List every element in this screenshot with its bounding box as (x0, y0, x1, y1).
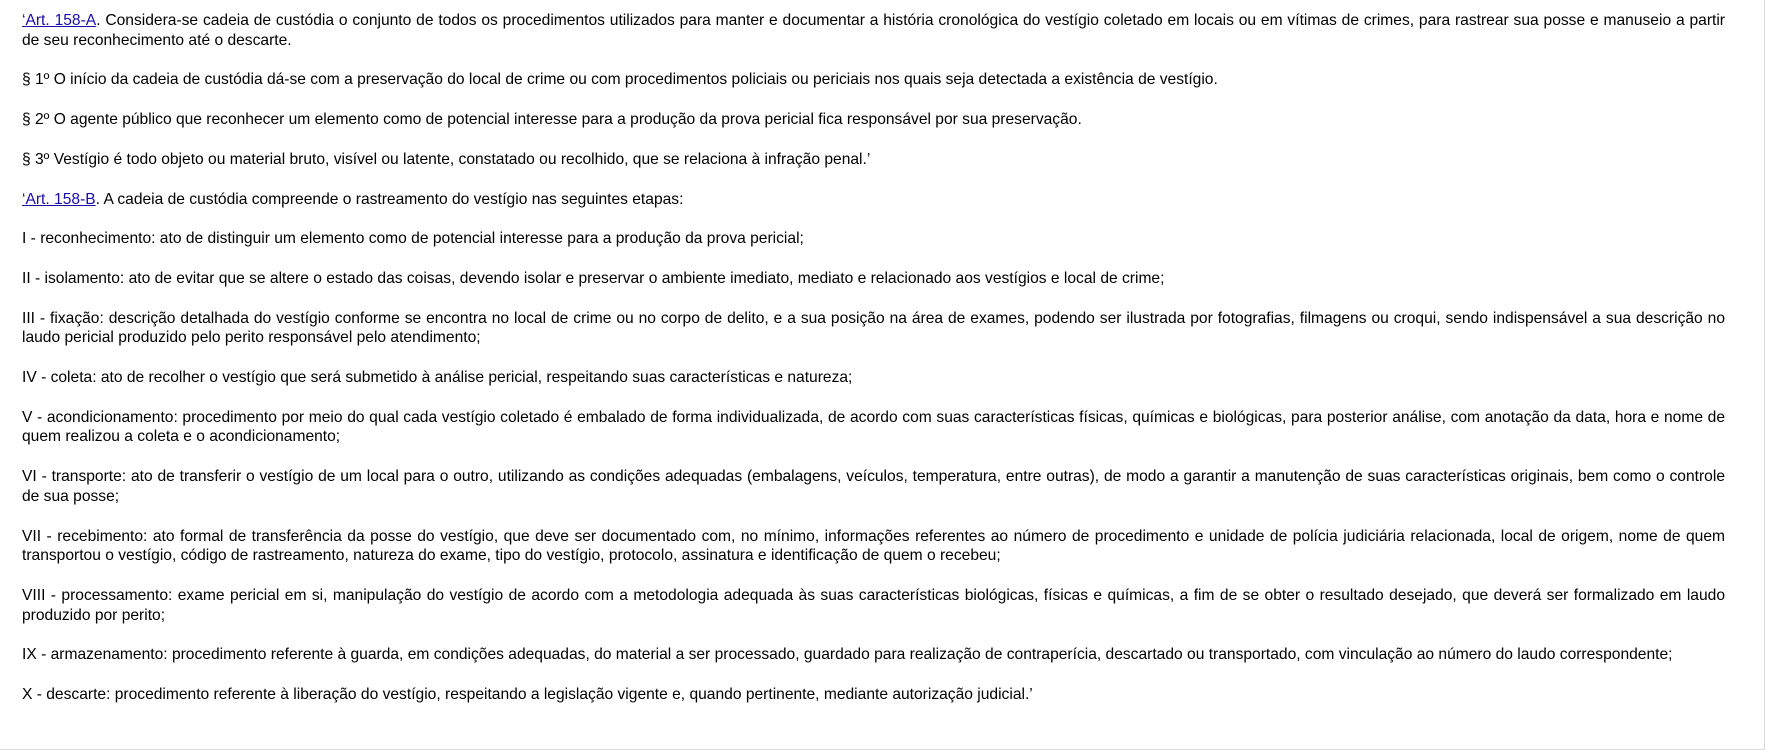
art-158b-item-v: V - acondicionamento: procedimento por meio do qual cada vestígio coletado é embalado de forma individualizada, de acordo com suas características físicas, químicas e biológicas, para posterior análise, com anotação da data, hora e nome de quem realizou a coleta e o acondicionamento; (22, 408, 1725, 446)
art-158b-item-iii: III - fixação: descrição detalhada do vestígio conforme se encontra no local de crime ou no corpo de delito, e a sua posição na área de exames, podendo ser ilustrada por fotografias, filmagens ou croqui, sendo indispensável a sua descrição no laudo pericial produzido pelo perito responsável pelo atendimento; (22, 309, 1725, 347)
art-158b-item-iv: IV - coleta: ato de recolher o vestígio que será submetido à análise pericial, respeitando suas características e natureza; (22, 369, 853, 387)
art-158a-paragraph-3: § 3º Vestígio é todo objeto ou material bruto, visível ou latente, constatado ou recolhido, que se relaciona à infração penal.’ (22, 150, 871, 168)
art-158a-text: . Considera-se cadeia de custódia o conjunto de todos os procedimentos utilizados para manter e documentar a história cronológica do vestígio coletado em locais ou em vítimas de crimes, para rastrear sua posse e manuseio a partir de seu reconhecimento até o descarte. (22, 12, 1726, 49)
art-158a-paragraph (22, 11, 1725, 50)
art-158b-item-ii: II - isolamento: ato de evitar que se altere o estado das coisas, devendo isolar e preservar o ambiente imediato, mediato e relacionado aos vestígios e local de crime; (22, 269, 1165, 287)
art-158a-paragraph-2: § 2º O agente público que reconhecer um elemento como de potencial interesse para a produção da prova pericial fica responsável por sua preservação. (22, 111, 1082, 129)
art-158b-item-vii: VII - recebimento: ato formal de transferência da posse do vestígio, que deve ser documentado com, no mínimo, informações referentes ao número de procedimento e unidade de polícia judiciária relacionada, local de origem, nome de quem transportou o vestígio, código de rastreamento, natureza do exame, tipo do vestígio, protocolo, assinatura e identificação de quem o recebeu; (22, 527, 1725, 565)
law-text-document (22, 11, 1725, 725)
art-158b-item-vi: VI - transporte: ato de transferir o vestígio de um local para o outro, utilizando as condições adequadas (embalagens, veículos, temperatura, entre outras), de modo a garantir a manutenção de suas características originais, bem como o controle de sua posse; (22, 468, 1725, 505)
art-158b-text: . A cadeia de custódia compreende o rastreamento do vestígio nas seguintes etapas: (95, 190, 684, 208)
art-158b-item-x: X - descarte: procedimento referente à liberação do vestígio, respeitando a legislação vigente e, quando pertinente, mediante autorização judicial.’ (22, 686, 1033, 704)
art-158b-paragraph (22, 190, 1725, 210)
art-158b-link[interactable]: ‘Art. 158-B (22, 190, 96, 208)
art-158b-item-viii: VIII - processamento: exame pericial em si, manipulação do vestígio de acordo com a metodologia adequada às suas características biológicas, físicas e químicas, a fim de se obter o resultado desejado, que deverá ser formalizado em laudo produzido por perito; (22, 586, 1725, 624)
art-158a-link[interactable]: ‘Art. 158-A (22, 12, 97, 29)
art-158a-paragraph-1: § 1º O início da cadeia de custódia dá-se com a preservação do local de crime ou com procedimentos policiais ou periciais nos quais seja detectada a existência de vestígio. (22, 71, 1218, 89)
art-158b-item-i: I - reconhecimento: ato de distinguir um elemento como de potencial interesse para a produção da prova pericial; (22, 230, 804, 248)
art-158b-item-ix: IX - armazenamento: procedimento referente à guarda, em condições adequadas, do material a ser processado, guardado para realização de contraperícia, descartado ou transportado, com vinculação ao número do laudo correspondente; (22, 646, 1673, 664)
